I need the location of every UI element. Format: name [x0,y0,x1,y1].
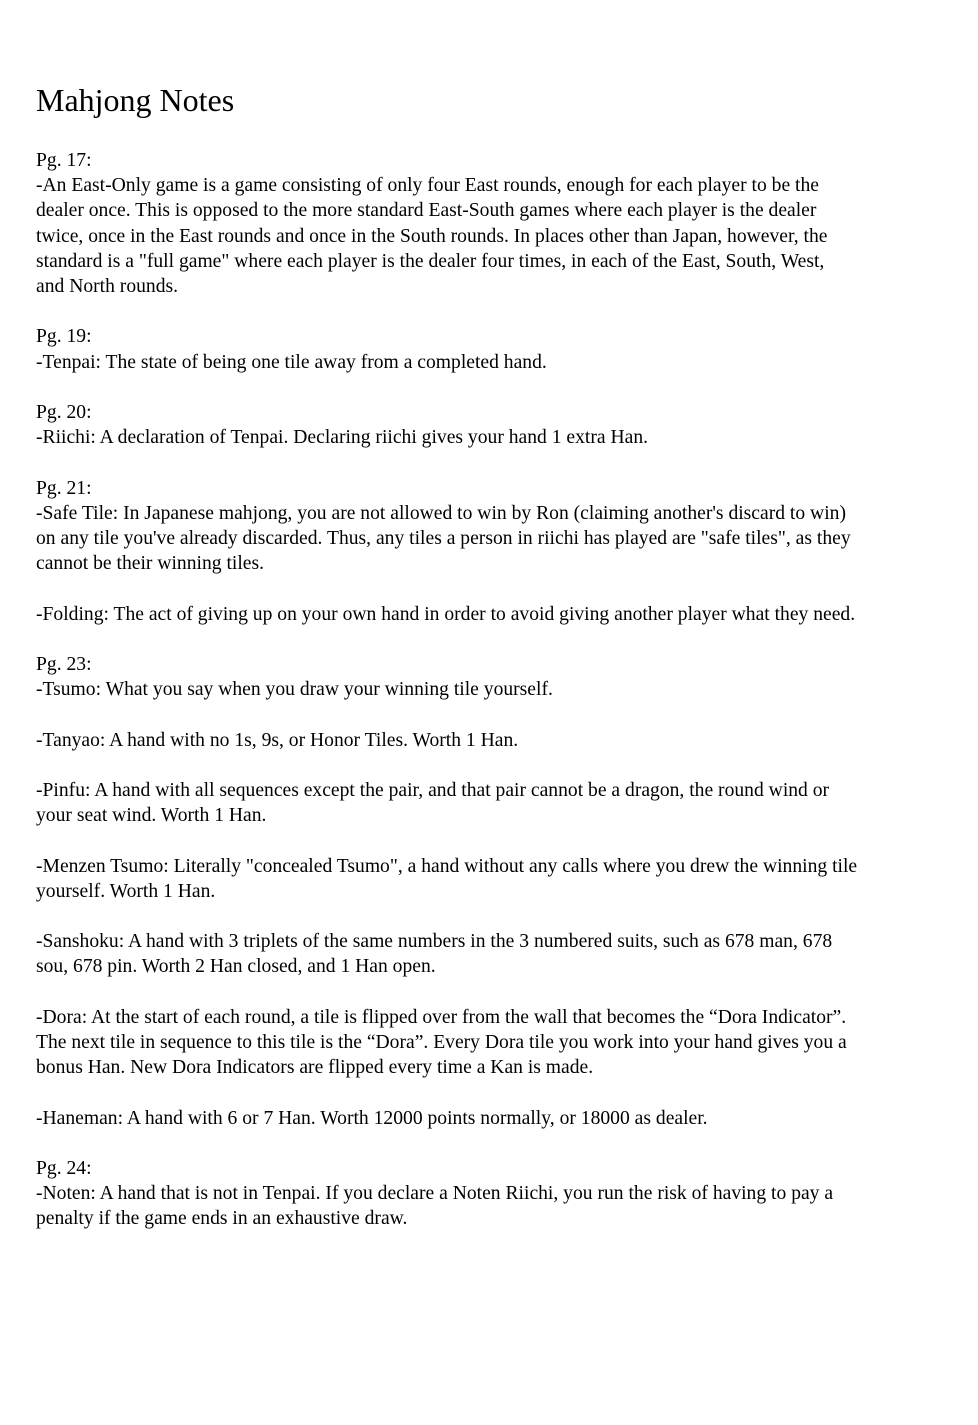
note-paragraph [36,778,936,828]
note-paragraph [36,1005,936,1081]
note-paragraph [36,148,936,299]
note-line: Pg. 21: [36,477,92,499]
note-line: Pg. 24: [36,1157,92,1179]
note-line: -Sanshoku: A hand with 3 triplets of the same numbers in the 3 numbered suits, such as 678 man, 678 [36,931,833,953]
note-paragraph [36,652,936,702]
note-line: -An East-Only game is a game consisting of only four East rounds, enough for each player to be the [36,175,819,197]
note-line: on any tile you've already discarded. Thus, any tiles a person in riichi has played are "safe tiles", as they [36,528,851,549]
document-page [36,80,936,1257]
note-paragraph [36,929,936,979]
note-paragraph [36,400,936,450]
note-line: -Pinfu: A hand with all sequences except the pair, and that pair cannot be a dragon, the round wind or [36,779,830,801]
note-line: -Haneman: A hand with 6 or 7 Han. Worth 12000 points normally, or 18000 as dealer. [36,1107,708,1129]
note-line: Pg. 20: [36,402,92,423]
note-paragraph [36,854,936,904]
note-line: dealer once. This is opposed to the more standard East-South games where each player is the dealer [36,200,817,222]
note-line: your seat wind. Worth 1 Han. [36,805,267,827]
note-line: -Tsumo: What you say when you draw your winning tile yourself. [36,679,553,701]
note-line: penalty if the game ends in an exhaustive draw. [36,1208,408,1230]
note-line: yourself. Worth 1 Han. [36,880,216,902]
note-line: -Dora: At the start of each round, a tile is flipped over from the wall that becomes the “Dora Indicator”. [36,1006,847,1028]
note-line: -Riichi: A declaration of Tenpai. Declaring riichi gives your hand 1 extra Han. [36,427,649,449]
note-line: -Folding: The act of giving up on your own hand in order to avoid giving another player what they need. [36,603,856,625]
note-line: cannot be their winning tiles. [36,553,264,575]
note-paragraph [36,476,936,577]
note-line: -Tanyao: A hand with no 1s, 9s, or Honor Tiles. Worth 1 Han. [36,729,519,751]
note-line: -Noten: A hand that is not in Tenpai. If you declare a Noten Riichi, you run the risk of having to pay a [36,1183,834,1205]
note-line: and North rounds. [36,276,179,298]
note-line: -Safe Tile: In Japanese mahjong, you are not allowed to win by Ron (claiming another's discard to win) [36,502,846,524]
note-paragraph [36,1156,936,1232]
note-line: bonus Han. New Dora Indicators are flipped every time a Kan is made. [36,1057,594,1079]
note-line: The next tile in sequence to this tile is the “Dora”. Every Dora tile you work into your hand gives you a [36,1031,847,1053]
note-paragraph [36,728,936,753]
note-line: twice, once in the East rounds and once in the South rounds. In places other than Japan, however, the [36,225,828,247]
note-line: Pg. 17: [36,150,92,171]
document-title: Mahjong Notes [36,82,235,118]
note-line: -Menzen Tsumo: Literally "concealed Tsumo", a hand without any calls where you drew the winning tile [36,855,858,877]
notes-body [36,148,936,1232]
note-line: sou, 678 pin. Worth 2 Han closed, and 1 Han open. [36,956,436,978]
note-line: standard is a "full game" where each player is the dealer four times, in each of the East, South, West, [36,250,825,272]
note-line: Pg. 23: [36,653,92,675]
note-line: Pg. 19: [36,326,92,348]
note-paragraph [36,324,936,374]
note-line: -Tenpai: The state of being one tile away from a completed hand. [36,351,547,373]
note-paragraph [36,602,936,627]
note-paragraph [36,1106,936,1131]
